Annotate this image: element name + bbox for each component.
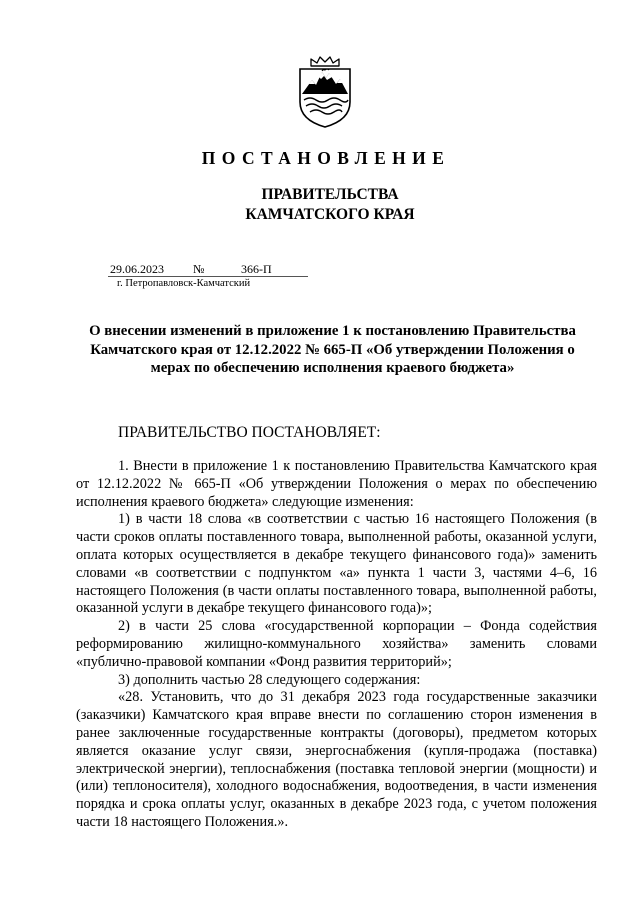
document-body: [76, 458, 597, 832]
document-subject: О внесении изменений в приложение 1 к постановлению Правительства Камчатского края от 12.12.2022 № 665-П «Об утверждении Положения о мерах по обеспечению исполнения краевого бюджета»: [89, 323, 576, 376]
document-city: г. Петропавловск-Камчатский: [117, 278, 251, 289]
document-date: 29.06.2023: [110, 262, 164, 276]
authority-line-2: КАМЧАТСКОГО КРАЯ: [245, 206, 415, 223]
paragraph: 3) дополнить частью 28 следующего содержания:: [118, 671, 421, 688]
decree-heading: ПРАВИТЕЛЬСТВО ПОСТАНОВЛЯЕТ:: [118, 424, 381, 441]
paragraph: 1. Внести в приложение 1 к постановлению Правительства Камчатского края от 12.12.2022 № 665-П «Об утверждении Положения о мерах по обеспечению исполнения краевого бюджета» следующие изменения:: [76, 458, 597, 510]
paragraph: 1) в части 18 слова «в соответствии с частью 16 настоящего Положения (в части сроков оплаты поставленного товара, выполненной работы, оказанной услуги, оплата которых осуществляется в декабре текущего финансового года)» заменить словами «в соответствии с подпунктом «а» пункта 1 части 3, частями 4–6, 16 настоящего Положения (в части оплаты поставленного товара, выполненной работы, оказанной услуги в декабре текущего финансового года)»;: [76, 511, 597, 617]
issuing-authority: [0, 185, 640, 225]
authority-line-1: ПРАВИТЕЛЬСТВА: [261, 186, 399, 203]
document-title: ПОСТАНОВЛЕНИЕ: [201, 148, 451, 168]
paragraph: 2) в части 25 слова «государственной корпорации – Фонда содействия реформированию жилищно-коммунального хозяйства» заменить словами «публично-правовой компании «Фонд развития территорий»;: [76, 618, 597, 670]
number-sign: №: [193, 262, 205, 276]
document-number: 366-П: [241, 262, 272, 276]
paragraph: «28. Установить, что до 31 декабря 2023 года государственные заказчики (заказчики) Камчатского края вправе внести по соглашению сторон изменения в ранее заключенные государственные контракты (договоры), предметом которых является оказание услуг связи, энергоснабжения (купля-продажа (поставка) электрической энергии), теплоснабжения (поставка тепловой энергии (мощности) и (или) теплоносителя), холодного водоснабжения, водоотведения, в части изменения порядка и срока оплаты услуг, оказанных в декабре 2023 года, с учетом положения части 18 настоящего Положения.».: [76, 689, 597, 830]
coat-of-arms-icon: [296, 56, 354, 128]
